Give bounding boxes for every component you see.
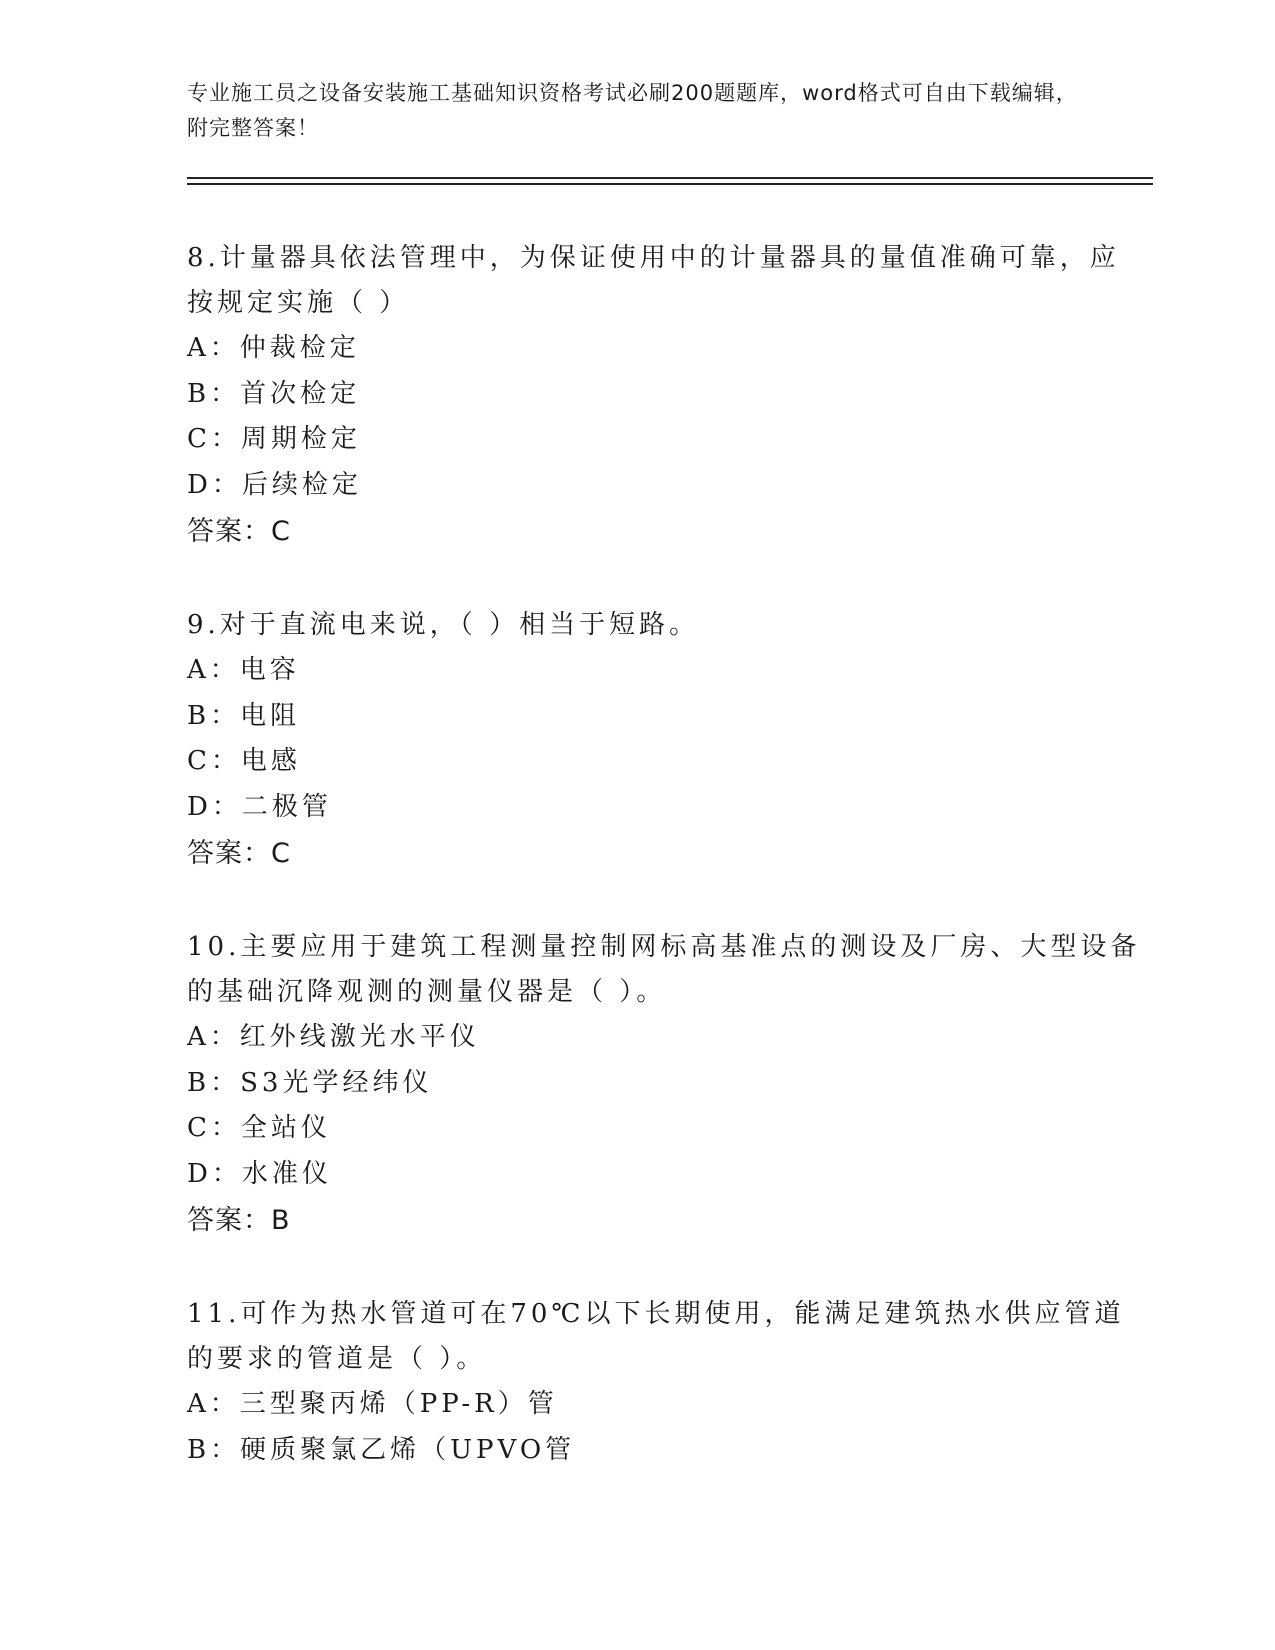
question-text: 11.可作为热水管道可在70℃以下长期使用，能满足建筑热水供应管道的要求的管道是（ ）。 <box>187 1299 1125 1374</box>
question-text: 9.对于直流电来说，（ ）相当于短路。 <box>187 610 700 640</box>
question-8 <box>187 236 1147 555</box>
document-header <box>187 76 1087 146</box>
option-d: D：后续检定 <box>187 469 362 500</box>
option-b: B：电阻 <box>187 700 301 731</box>
option-c: C：全站仪 <box>187 1113 331 1143</box>
option-d: D：二极管 <box>187 791 332 822</box>
header-title: 专业施工员之设备安装施工基础知识资格考试必刷200题题库，word格式可自由下载编辑，附完整答案！ <box>187 81 1078 140</box>
option-b: B：首次检定 <box>187 378 361 409</box>
option-c: C：周期检定 <box>187 424 361 454</box>
answer-label: 答案：C <box>187 516 291 547</box>
answer-label: 答案：B <box>187 1205 291 1236</box>
option-a: A：仲裁检定 <box>187 333 360 363</box>
question-11 <box>187 1292 1147 1473</box>
header-divider-top <box>187 177 1153 179</box>
option-a: A：电容 <box>187 655 300 685</box>
option-a: A：红外线激光水平仪 <box>187 1022 480 1052</box>
option-a: A：三型聚丙烯（PP-R）管 <box>187 1389 558 1419</box>
answer-label: 答案：C <box>187 838 291 869</box>
option-b: B：S3光学经纬仪 <box>187 1067 433 1098</box>
question-9 <box>187 603 1147 877</box>
header-divider-bottom <box>187 183 1153 185</box>
option-c: C：电感 <box>187 746 301 776</box>
question-10 <box>187 925 1147 1244</box>
option-b: B：硬质聚氯乙烯（UPVO管 <box>187 1434 576 1465</box>
question-text: 8.计量器具依法管理中，为保证使用中的计量器具的量值准确可靠，应按规定实施（ ） <box>187 243 1120 318</box>
option-d: D：水准仪 <box>187 1158 332 1189</box>
question-text: 10.主要应用于建筑工程测量控制网标高基准点的测设及厂房、大型设备的基础沉降观测的测量仪器是（ ）。 <box>187 932 1141 1007</box>
question-list <box>187 236 1147 1521</box>
